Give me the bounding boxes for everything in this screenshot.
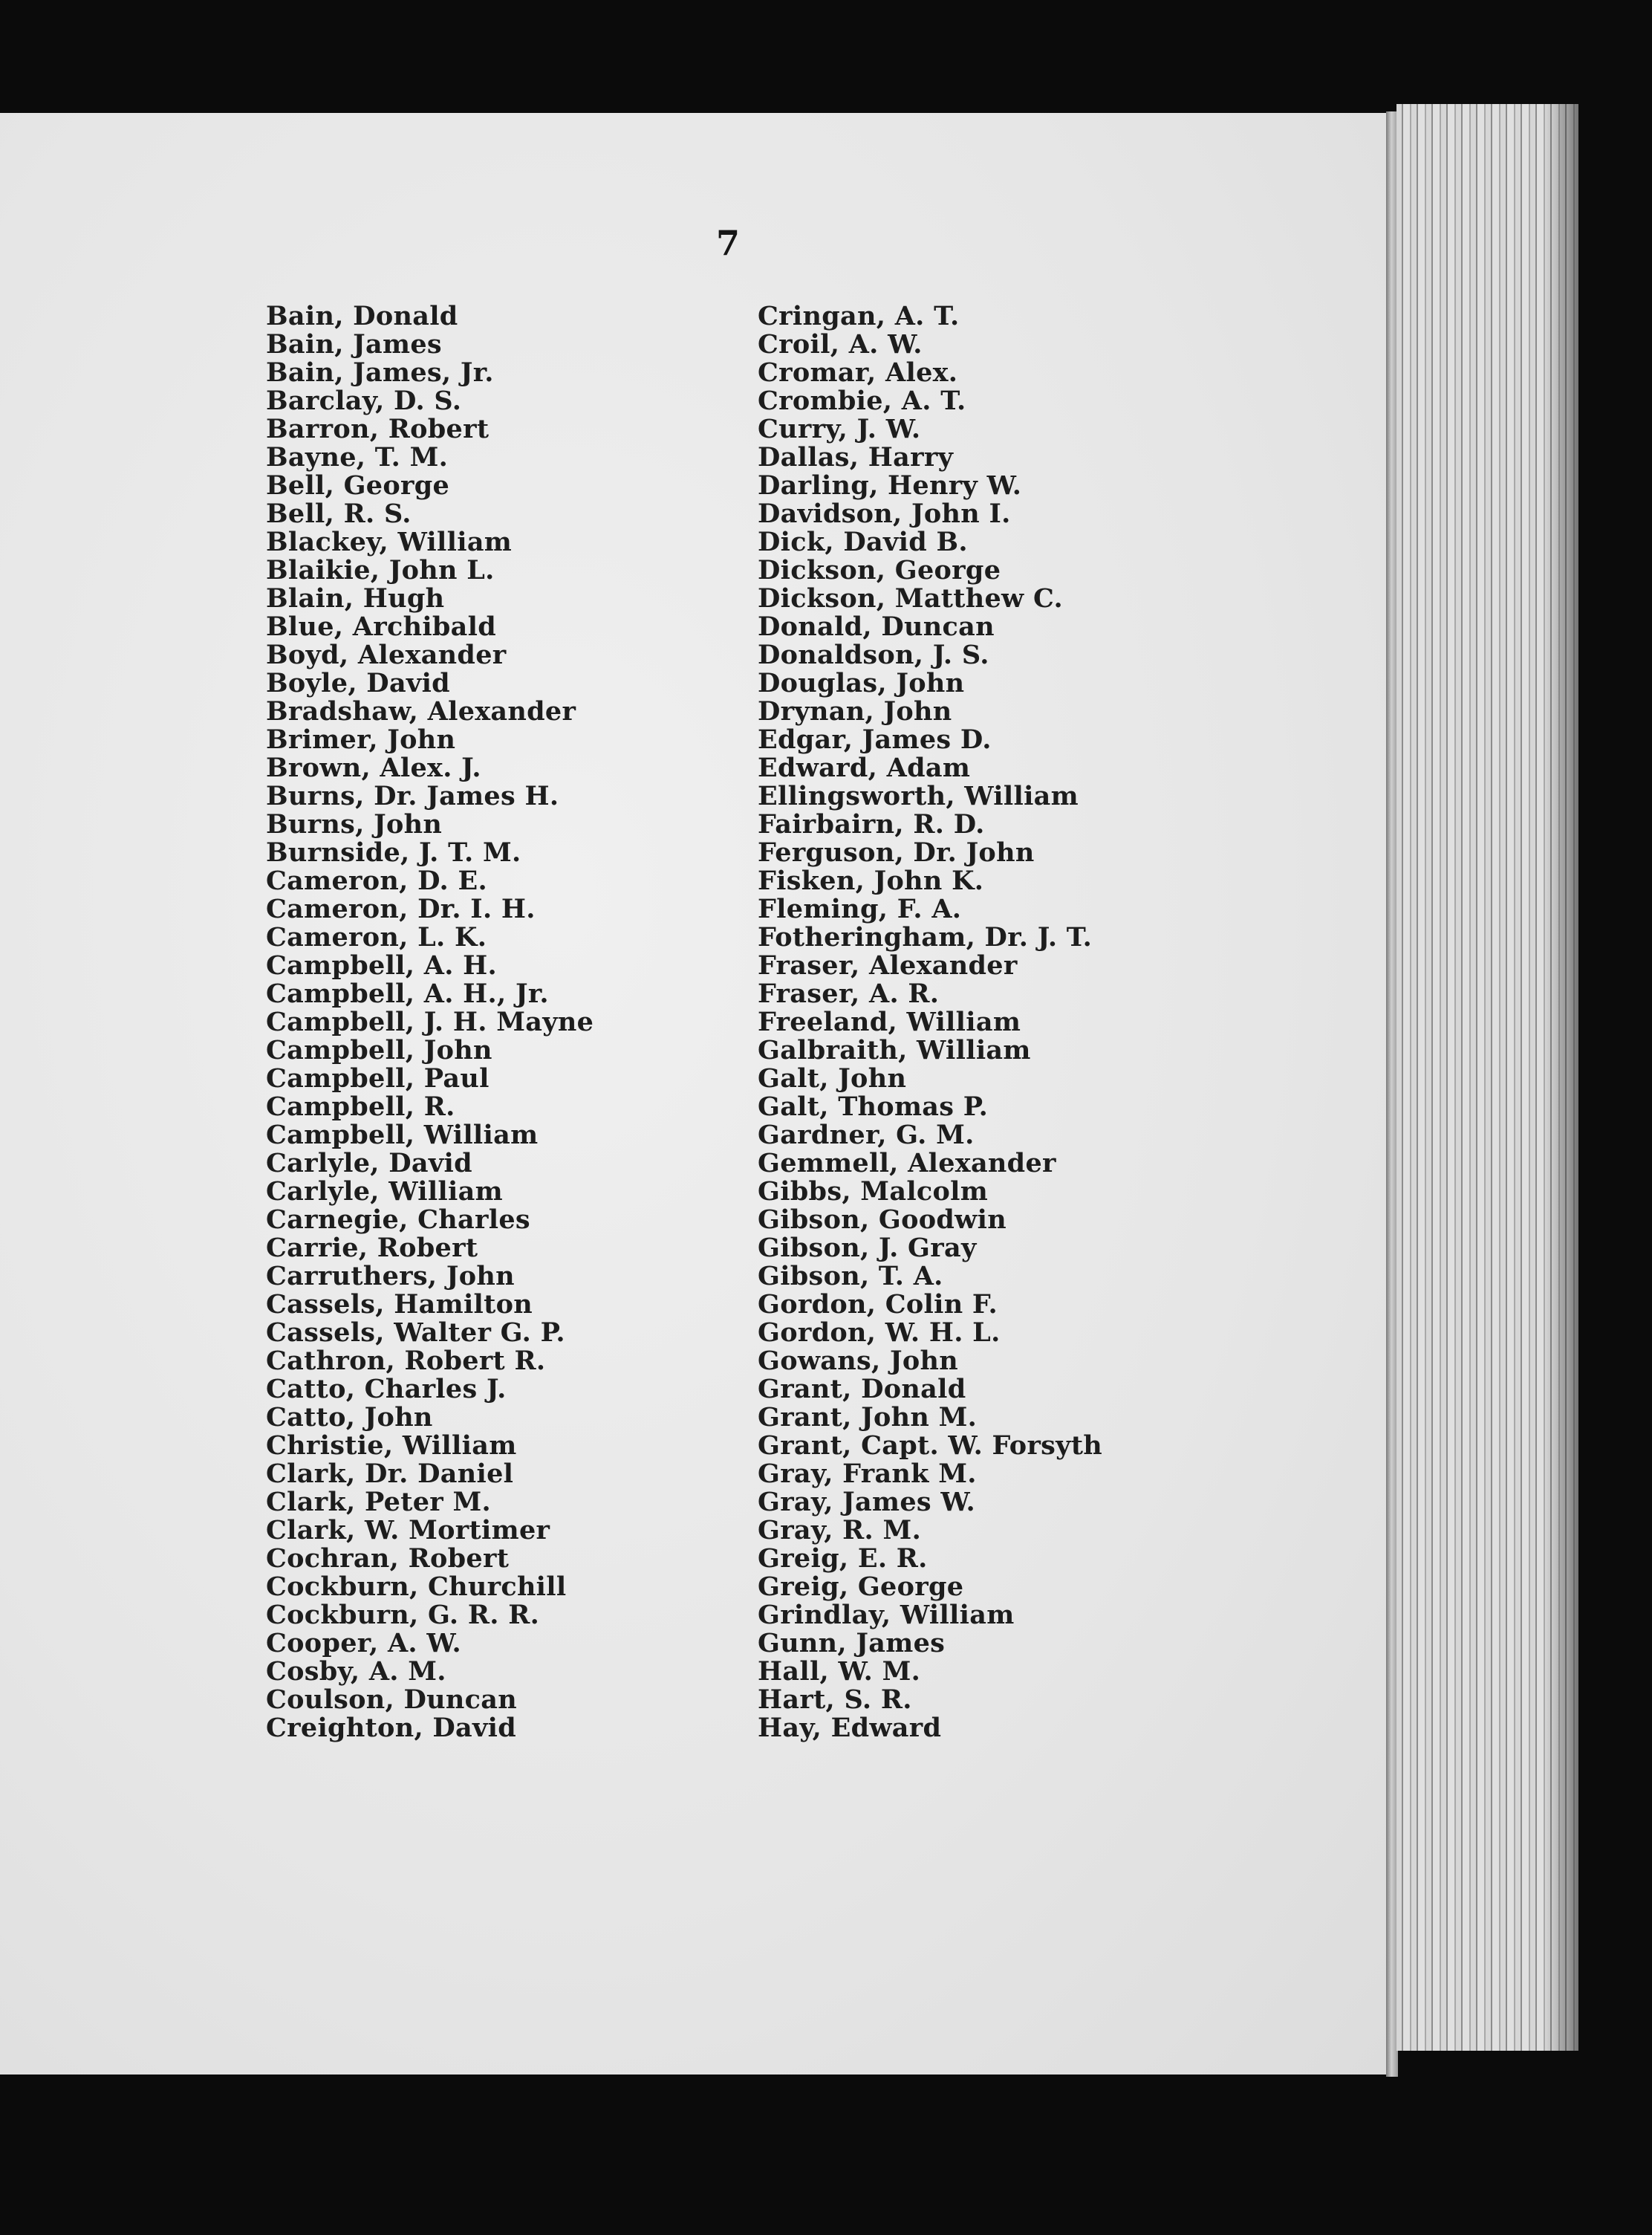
member-name: Bell, R. S. (266, 499, 412, 529)
member-name: Dallas, Harry (758, 442, 954, 473)
member-name: Drynan, John (758, 696, 952, 727)
member-name: Cooper, A. W. (266, 1628, 462, 1658)
member-name: Gemmell, Alexander (758, 1148, 1056, 1178)
member-name: Dickson, Matthew C. (758, 583, 1063, 614)
member-name: Burns, John (266, 809, 443, 840)
member-name: Darling, Henry W. (758, 470, 1022, 501)
member-name: Freeland, William (758, 1007, 1021, 1037)
member-name: Curry, J. W. (758, 414, 921, 444)
member-name: Creighton, David (266, 1713, 517, 1743)
member-name: Burns, Dr. James H. (266, 781, 559, 811)
member-name: Boyle, David (266, 668, 450, 698)
member-name: Blaikie, John L. (266, 555, 495, 585)
member-name: Fisken, John K. (758, 866, 984, 896)
member-name: Fleming, F. A. (758, 894, 962, 924)
member-name: Campbell, J. H. Mayne (266, 1007, 594, 1037)
member-name: Fraser, A. R. (758, 979, 940, 1009)
member-name: Greig, George (758, 1571, 964, 1602)
member-name: Bain, James (266, 329, 442, 360)
member-name: Blue, Archibald (266, 612, 497, 642)
member-name: Brimer, John (266, 724, 456, 755)
member-name: Donaldson, J. S. (758, 640, 989, 670)
member-name: Cameron, D. E. (266, 866, 487, 896)
member-name: Barclay, D. S. (266, 386, 462, 416)
member-name: Fotheringham, Dr. J. T. (758, 922, 1093, 953)
member-name: Campbell, Paul (266, 1063, 490, 1094)
member-name: Campbell, A. H. (266, 950, 498, 981)
member-name: Cockburn, G. R. R. (266, 1600, 540, 1630)
member-name: Blackey, William (266, 527, 513, 557)
member-name: Cameron, L. K. (266, 922, 487, 953)
member-name: Cassels, Walter G. P. (266, 1317, 565, 1348)
member-name: Crombie, A. T. (758, 386, 966, 416)
member-name: Edgar, James D. (758, 724, 992, 755)
member-name: Carlyle, David (266, 1148, 472, 1178)
member-name: Burnside, J. T. M. (266, 837, 521, 868)
member-name: Galbraith, William (758, 1035, 1031, 1065)
member-name: Grant, Capt. W. Forsyth (758, 1430, 1103, 1461)
member-name: Gibson, J. Gray (758, 1233, 977, 1263)
page-stack-shadow (1545, 104, 1578, 2051)
member-name: Coulson, Duncan (266, 1684, 517, 1715)
member-name: Cosby, A. M. (266, 1656, 446, 1687)
member-name: Hart, S. R. (758, 1684, 912, 1715)
member-name: Grindlay, William (758, 1600, 1015, 1630)
name-list-left (266, 302, 594, 1742)
member-name: Carlyle, William (266, 1176, 503, 1207)
member-name: Boyd, Alexander (266, 640, 507, 670)
member-name: Cathron, Robert R. (266, 1346, 546, 1376)
member-name: Barron, Robert (266, 414, 490, 444)
member-name: Bain, James, Jr. (266, 357, 494, 388)
member-name: Dick, David B. (758, 527, 968, 557)
member-name: Gibbs, Malcolm (758, 1176, 989, 1207)
member-name: Galt, John (758, 1063, 907, 1094)
name-list-right (758, 302, 1102, 1742)
member-name: Gibson, Goodwin (758, 1204, 1007, 1235)
member-name: Donald, Duncan (758, 612, 995, 642)
member-name: Ellingsworth, William (758, 781, 1079, 811)
member-name: Cameron, Dr. I. H. (266, 894, 536, 924)
member-name: Bayne, T. M. (266, 442, 449, 473)
member-name: Bain, Donald (266, 301, 458, 331)
page-number: 7 (715, 223, 740, 263)
member-name: Carruthers, John (266, 1261, 515, 1291)
member-name: Gibson, T. A. (758, 1261, 943, 1291)
member-name: Croil, A. W. (758, 329, 923, 360)
member-name: Galt, Thomas P. (758, 1091, 989, 1122)
member-name: Clark, Peter M. (266, 1487, 492, 1517)
member-name: Gray, Frank M. (758, 1459, 977, 1489)
member-name: Gordon, Colin F. (758, 1289, 998, 1320)
member-name: Blain, Hugh (266, 583, 445, 614)
book-page (0, 113, 1396, 2075)
member-name: Bell, George (266, 470, 450, 501)
member-name: Cockburn, Churchill (266, 1571, 567, 1602)
member-name: Cringan, A. T. (758, 301, 960, 331)
member-name: Clark, W. Mortimer (266, 1515, 550, 1545)
member-name: Cochran, Robert (266, 1543, 510, 1574)
member-name: Hall, W. M. (758, 1656, 921, 1687)
member-name: Gray, R. M. (758, 1515, 922, 1545)
member-name: Brown, Alex. J. (266, 753, 481, 783)
member-name: Gardner, G. M. (758, 1120, 975, 1150)
member-name: Greig, E. R. (758, 1543, 928, 1574)
member-name: Edward, Adam (758, 753, 971, 783)
member-name: Carrie, Robert (266, 1233, 478, 1263)
member-name: Campbell, John (266, 1035, 492, 1065)
member-name: Campbell, A. H., Jr. (266, 979, 549, 1009)
member-name: Grant, John M. (758, 1402, 978, 1433)
member-name: Carnegie, Charles (266, 1204, 530, 1235)
member-name: Gray, James W. (758, 1487, 976, 1517)
member-name: Cassels, Hamilton (266, 1289, 533, 1320)
member-name: Cromar, Alex. (758, 357, 958, 388)
member-name: Clark, Dr. Daniel (266, 1459, 514, 1489)
member-name: Gunn, James (758, 1628, 946, 1658)
member-name: Campbell, R. (266, 1091, 455, 1122)
member-name: Campbell, William (266, 1120, 539, 1150)
member-name: Hay, Edward (758, 1713, 942, 1743)
member-name: Dickson, George (758, 555, 1001, 585)
member-name: Fairbairn, R. D. (758, 809, 985, 840)
member-name: Bradshaw, Alexander (266, 696, 576, 727)
member-name: Catto, John (266, 1402, 433, 1433)
member-name: Grant, Donald (758, 1374, 966, 1404)
member-name: Gowans, John (758, 1346, 958, 1376)
member-name: Gordon, W. H. L. (758, 1317, 1001, 1348)
member-name: Ferguson, Dr. John (758, 837, 1035, 868)
member-name: Douglas, John (758, 668, 965, 698)
member-name: Davidson, John I. (758, 499, 1011, 529)
member-name: Christie, William (266, 1430, 517, 1461)
member-name: Fraser, Alexander (758, 950, 1018, 981)
member-name: Catto, Charles J. (266, 1374, 507, 1404)
